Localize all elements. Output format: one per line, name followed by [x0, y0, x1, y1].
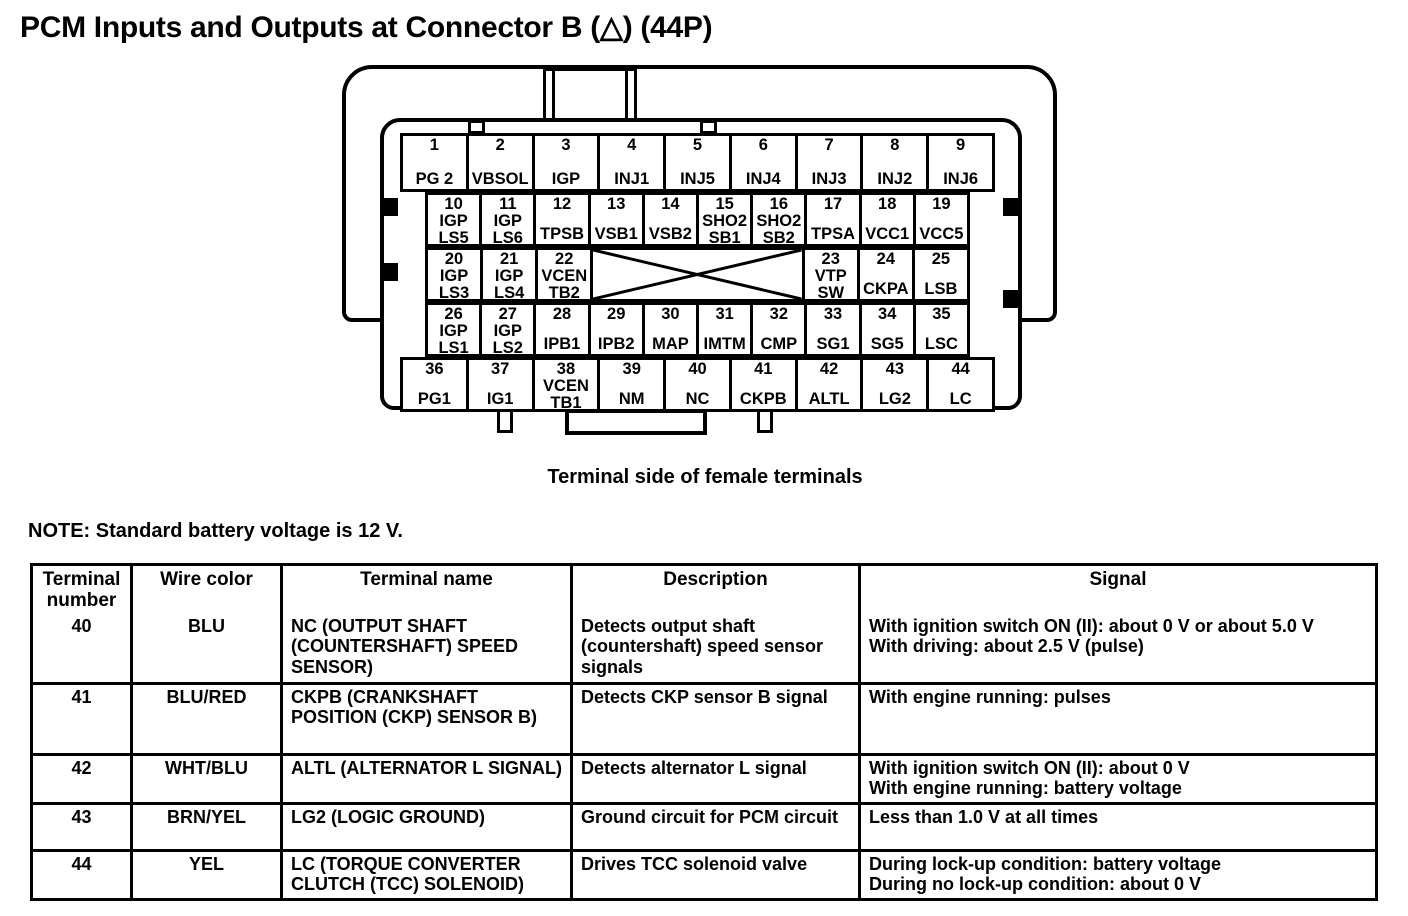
column-header: Wire color	[130, 566, 280, 614]
signal-line: During lock-up condition: battery voltage	[869, 853, 1222, 874]
pin-label: SHO2	[756, 211, 802, 230]
pin-cell	[860, 357, 929, 412]
pin-number: 23	[821, 250, 840, 268]
pin-number: 7	[824, 136, 834, 154]
pin-cell	[532, 133, 601, 192]
column-header: Description	[570, 566, 858, 614]
pin-label: IGP	[439, 211, 468, 230]
cross-out-x-icon	[593, 250, 801, 299]
pin-label: IPB1	[543, 335, 581, 354]
cell-signal	[858, 756, 1375, 802]
pin-cell	[479, 192, 536, 247]
pin-cell	[857, 247, 915, 302]
pin-number: 28	[552, 305, 572, 323]
pin-cell	[663, 357, 732, 412]
pin-number: 27	[498, 305, 517, 323]
pin-cell	[804, 302, 861, 357]
pin-cell	[696, 302, 753, 357]
cell-terminal_name: ALTL (ALTERNATOR L SIGNAL)	[280, 756, 570, 802]
cell-terminal_name: LG2 (LOGIC GROUND)	[280, 805, 570, 849]
table-header-row	[33, 566, 1375, 614]
pin-row	[425, 192, 970, 247]
pin-number: 26	[444, 305, 463, 323]
bottom-tab-small	[757, 409, 773, 433]
cell-terminal_name: CKPB (CRANKSHAFT POSITION (CKP) SENSOR B)	[280, 685, 570, 753]
pin-label: IMTM	[703, 335, 746, 354]
pin-cell	[533, 302, 590, 357]
pin-number: 38	[556, 360, 576, 378]
side-lock-tab	[383, 263, 398, 281]
table-row	[33, 614, 1375, 682]
pin-number: 34	[878, 305, 897, 323]
pin-label: SHO2	[702, 211, 748, 230]
pin-number: 6	[758, 136, 768, 154]
cell-signal	[858, 805, 1375, 849]
pin-label: IGP	[494, 266, 524, 285]
pin-label: LS3	[438, 283, 470, 302]
cell-number: 42	[71, 757, 92, 778]
pin-label: VCEN	[541, 266, 588, 285]
pin-cell	[926, 357, 995, 412]
cell-number: 40	[71, 615, 92, 636]
pin-cell	[912, 247, 970, 302]
column-header: Terminal number	[42, 569, 121, 611]
pin-cell	[535, 247, 593, 302]
pin-number: 32	[769, 305, 788, 323]
cell-description: Detects output shaft (countershaft) speed sensor signals	[570, 614, 858, 682]
diagram-caption: Terminal side of female terminals	[547, 466, 863, 488]
connector-top-latch	[543, 68, 637, 121]
table-row	[33, 849, 1375, 898]
pin-label: INJ5	[680, 170, 715, 189]
cell-number: 43	[71, 806, 92, 827]
bottom-tab-wide	[565, 409, 707, 435]
cell-description: Detects CKP sensor B signal	[570, 685, 858, 753]
pin-label: TB1	[550, 393, 582, 412]
pin-number: 8	[890, 136, 900, 154]
pin-number: 13	[607, 195, 626, 213]
pin-cell	[480, 247, 538, 302]
connector-top-latch-inner	[552, 71, 628, 118]
cell-terminal_name: NC (OUTPUT SHAFT (COUNTERSHAFT) SPEED SENSOR)	[280, 614, 570, 682]
pin-label: LS4	[494, 283, 525, 302]
pin-cell	[597, 357, 666, 412]
pin-label: SG5	[870, 335, 904, 354]
pin-number: 10	[444, 195, 463, 213]
column-header: Terminal name	[280, 566, 570, 614]
pin-label: VSB1	[594, 225, 638, 244]
pin-cell	[804, 192, 861, 247]
cell-wire_color: BLU	[130, 614, 280, 682]
pin-label: LSC	[924, 335, 958, 354]
pin-cell	[642, 192, 699, 247]
pin-cell	[588, 302, 645, 357]
pin-row	[400, 133, 995, 192]
pin-number: 4	[627, 136, 637, 154]
note-text: NOTE: Standard battery voltage is 12 V.	[28, 520, 403, 542]
pin-label: NC	[685, 390, 710, 409]
pin-label: VCC5	[919, 225, 964, 244]
pin-label: VSB2	[648, 225, 692, 244]
pin-label: LS6	[492, 228, 523, 247]
pin-label: TPSB	[540, 225, 585, 244]
pin-label: SG1	[816, 335, 850, 354]
pin-cell	[400, 133, 469, 192]
pin-cell	[802, 247, 860, 302]
signal-line: With engine running: battery voltage	[869, 778, 1182, 799]
pin-label: MAP	[652, 335, 689, 354]
cell-wire_color: YEL	[130, 852, 280, 898]
pin-number: 29	[607, 305, 626, 323]
pin-number: 16	[769, 195, 788, 213]
signal-line: With engine running: pulses	[869, 686, 1111, 707]
cell-signal	[858, 852, 1375, 898]
pin-label: IGP	[439, 321, 468, 340]
side-lock-tab	[383, 198, 398, 216]
pin-label: LSB	[924, 280, 958, 299]
signal-line: During no lock-up condition: about 0 V	[869, 874, 1201, 895]
pin-label: ALTL	[808, 390, 850, 409]
table-body	[33, 614, 1375, 898]
page-title: PCM Inputs and Outputs at Connector B (△) (44P)	[20, 11, 713, 44]
pin-number: 42	[819, 360, 839, 378]
pin-cell	[466, 357, 535, 412]
signal-line: With ignition switch ON (II): about 0 V or about 5.0 V	[869, 615, 1314, 636]
pin-cell	[532, 357, 601, 412]
pin-cell	[913, 192, 970, 247]
pin-number: 9	[956, 136, 966, 154]
signal-line: With driving: about 2.5 V (pulse)	[869, 636, 1144, 657]
pin-cell	[663, 133, 732, 192]
pin-label: LC	[949, 390, 972, 409]
pin-cell	[859, 192, 916, 247]
pin-number: 37	[490, 360, 510, 378]
pin-number: 5	[692, 136, 703, 154]
pin-label: VCEN	[543, 376, 589, 395]
pin-label: VCC1	[865, 225, 910, 244]
blank-crossed-out-cell	[590, 247, 804, 302]
pin-label: VTP	[814, 266, 847, 285]
pin-cell	[425, 247, 483, 302]
pin-label: INJ2	[877, 170, 913, 189]
pin-label: IGP	[551, 170, 581, 189]
cell-description: Detects alternator L signal	[570, 756, 858, 802]
pin-cell	[425, 192, 482, 247]
cell-description: Ground circuit for PCM circuit	[570, 805, 858, 849]
pin-number: 22	[555, 250, 574, 268]
pin-number: 14	[661, 195, 680, 213]
pin-label: VBSOL	[471, 170, 529, 189]
pin-label: PG 2	[415, 170, 454, 189]
pin-number: 31	[715, 305, 734, 323]
pin-label: SB1	[708, 228, 741, 247]
pin-label: LS5	[438, 228, 469, 247]
pin-cell	[750, 302, 807, 357]
cell-wire_color: BRN/YEL	[130, 805, 280, 849]
pin-cell	[588, 192, 645, 247]
pin-label: INJ3	[811, 170, 847, 189]
pin-label: INJ4	[745, 170, 781, 189]
signal-line: With ignition switch ON (II): about 0 V	[869, 757, 1190, 778]
cell-description: Drives TCC solenoid valve	[570, 852, 858, 898]
pin-cell	[859, 302, 916, 357]
cell-signal	[858, 685, 1375, 753]
pin-label: IPB2	[597, 335, 635, 354]
pin-cell	[466, 133, 535, 192]
pin-cell	[913, 302, 970, 357]
alignment-bump-left	[468, 120, 485, 134]
side-lock-tab	[1003, 198, 1018, 216]
pin-number: 11	[499, 195, 517, 213]
pin-label: SB2	[762, 228, 795, 247]
bottom-tab-small	[497, 409, 513, 433]
cell-terminal_name: LC (TORQUE CONVERTER CLUTCH (TCC) SOLENOID)	[280, 852, 570, 898]
pin-number: 41	[754, 360, 773, 378]
pin-label: IGP	[439, 266, 469, 285]
pin-number: 39	[622, 360, 641, 378]
pin-cell	[533, 192, 590, 247]
pin-number: 2	[495, 136, 505, 154]
pin-number: 35	[932, 305, 951, 323]
pin-cell	[795, 133, 864, 192]
cell-number: 44	[71, 853, 92, 874]
pin-cell	[425, 302, 482, 357]
pin-number: 44	[951, 360, 970, 378]
pin-label: NM	[618, 390, 645, 409]
pin-cell	[729, 133, 798, 192]
pin-label: LS2	[492, 338, 523, 357]
cell-wire_color: BLU/RED	[130, 685, 280, 753]
pin-cell	[926, 133, 995, 192]
pin-label: INJ1	[614, 170, 650, 189]
alignment-bump-right	[700, 120, 717, 134]
pin-label: TB2	[548, 283, 580, 302]
pin-label: SW	[817, 283, 845, 302]
signal-line: Less than 1.0 V at all times	[869, 806, 1099, 827]
pin-label: CKPA	[863, 280, 909, 299]
pin-label: TPSA	[811, 225, 856, 244]
pin-number: 3	[561, 136, 571, 154]
pin-number: 24	[876, 250, 895, 268]
pin-cell	[479, 302, 536, 357]
connector-diagram	[342, 62, 1062, 462]
pin-label: LS1	[438, 338, 469, 357]
pin-cell	[729, 357, 798, 412]
pin-number: 43	[885, 360, 905, 378]
pin-number: 1	[429, 136, 439, 154]
pin-row	[425, 247, 970, 302]
pin-number: 19	[932, 195, 951, 213]
pin-number: 15	[715, 195, 734, 213]
cell-wire_color: WHT/BLU	[130, 756, 280, 802]
pin-label: IG1	[486, 390, 514, 409]
table-row	[33, 753, 1375, 802]
pin-label: INJ6	[943, 170, 979, 189]
pin-number: 40	[688, 360, 707, 378]
pin-cell	[795, 357, 864, 412]
cell-signal	[858, 614, 1375, 682]
cell-number: 41	[71, 686, 92, 707]
column-header: Signal	[858, 566, 1375, 614]
terminal-table	[30, 563, 1378, 901]
pin-number: 21	[499, 250, 519, 268]
side-lock-tab	[1003, 290, 1018, 308]
pin-number: 33	[823, 305, 843, 323]
pin-cell	[696, 192, 753, 247]
table-row	[33, 682, 1375, 753]
pin-cell	[400, 357, 469, 412]
pin-row	[425, 302, 970, 357]
pin-label: CKPB	[739, 390, 787, 409]
pin-number: 20	[444, 250, 464, 268]
pin-cell	[750, 192, 807, 247]
pin-cell	[597, 133, 666, 192]
pin-cell	[860, 133, 929, 192]
pin-label: LG2	[878, 390, 911, 409]
pin-number: 18	[878, 195, 897, 213]
pin-label: CMP	[760, 335, 798, 354]
pin-number: 36	[425, 360, 444, 378]
pin-cell	[642, 302, 699, 357]
pin-label: IGP	[493, 321, 523, 340]
pin-label: PG1	[417, 390, 451, 409]
pin-row	[400, 357, 995, 412]
pin-number: 12	[552, 195, 572, 213]
pin-number: 30	[661, 305, 680, 323]
pin-number: 17	[823, 195, 843, 213]
table-row	[33, 802, 1375, 849]
pin-number: 25	[931, 250, 951, 268]
pin-label: IGP	[493, 211, 523, 230]
